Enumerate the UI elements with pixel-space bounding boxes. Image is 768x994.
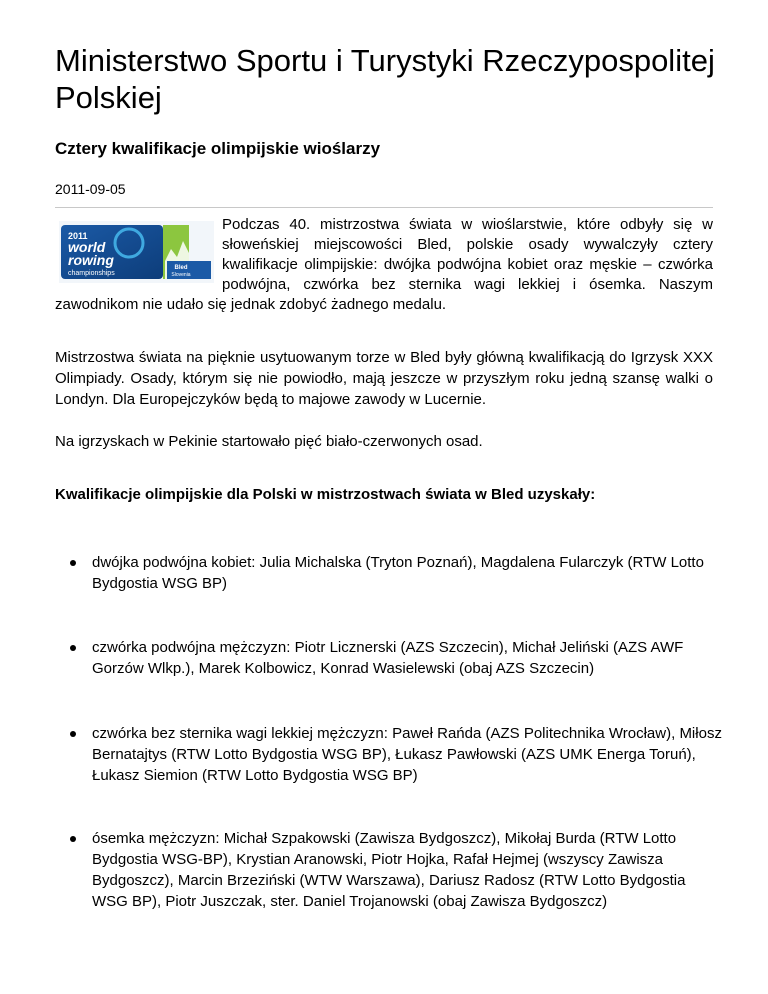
site-title: Ministerstwo Sportu i Turystyki Rzeczypospolitej Polskiej [55, 43, 715, 115]
logo-country: Slovenia [171, 272, 191, 278]
bullet-icon [70, 645, 76, 651]
list-item [92, 723, 722, 786]
article-lead [55, 215, 713, 315]
logo-line1: world [68, 239, 106, 255]
article-date: 2011-09-05 [55, 181, 126, 197]
article-title: Cztery kwalifikacje olimpijskie wioślarzy [55, 139, 381, 158]
logo-line3: championships [68, 270, 115, 277]
paragraph-1: Mistrzostwa świata na pięknie usytuowanym torze w Bled były główną kwalifikacją do Igrzysk XXX Olimpiady. Osady, którym się nie powiodło, mają jeszcze w przyszłym roku jedną szansę walki o Londyn. Dla Europejczyków będą to majowe zawody w Lucernie. [55, 349, 713, 408]
list-item [92, 637, 722, 679]
list-item-text: dwójka podwójna kobiet: Julia Michalska (Tryton Poznań), Magdalena Fularczyk (RTW Lotto Bydgostia WSG BP) [92, 554, 704, 592]
list-item-text: ósemka mężczyzn: Michał Szpakowski (Zawisza Bydgoszcz), Mikołaj Burda (RTW Lotto Bydgostia WSG-BP), Krystian Aranowski, Piotr Hojka, Rafał Hejmej (wszyscy Zawisza Bydgoszcz), Marcin Brzeziński (WTW Warszawa), Dariusz Radosz (RTW Lotto Bydgostia WSG BP), Piotr Juszczak, ster. Daniel Trojanowski (obaj Zawisza Bydgoszcz) [92, 830, 686, 910]
lead-text: Podczas 40. mistrzostwa świata w wioślarstwie, które odbyły się w słoweńskiej miejscowości Bled, polskie osady wywalczyły cztery kwalifikacje olimpijskie: dwójka podwójna kobiet oraz męskie – czwórka podwójna, czwórka bez sternika wagi lekkiej i ósemka. Naszym zawodnikom nie udało się jednak zdobyć żadnego medalu. [55, 216, 713, 313]
list-item [92, 828, 722, 912]
bullet-icon [70, 560, 76, 566]
qualifications-heading: Kwalifikacje olimpijskie dla Polski w mistrzostwach świata w Bled uzyskały: [55, 486, 596, 503]
list-item-text: czwórka podwójna mężczyzn: Piotr Licznerski (AZS Szczecin), Michał Jeliński (AZS AWF Gorzów Wlkp.), Marek Kolbowicz, Konrad Wasielewski (obaj AZS Szczecin) [92, 639, 684, 677]
logo-line2: rowing [68, 252, 114, 268]
logo-place: Bled [174, 265, 188, 271]
list-item-text: czwórka bez sternika wagi lekkiej mężczyzn: Paweł Rańda (AZS Politechnika Wrocław), Miłosz Bernatajtys (RTW Lotto Bydgostia WSG BP), Łukasz Pawłowski (AZS UMK Energa Toruń), Łukasz Siemion (RTW Lotto Bydgostia WSG BP) [92, 725, 722, 784]
bullet-icon [70, 731, 76, 737]
championship-logo-image [59, 221, 214, 283]
list-item [92, 552, 722, 594]
bullet-icon [70, 836, 76, 842]
paragraph-2: Na igrzyskach w Pekinie startowało pięć biało-czerwonych osad. [55, 433, 483, 450]
championship-logo [59, 221, 214, 283]
logo-year: 2011 [68, 231, 88, 241]
divider [55, 207, 713, 208]
